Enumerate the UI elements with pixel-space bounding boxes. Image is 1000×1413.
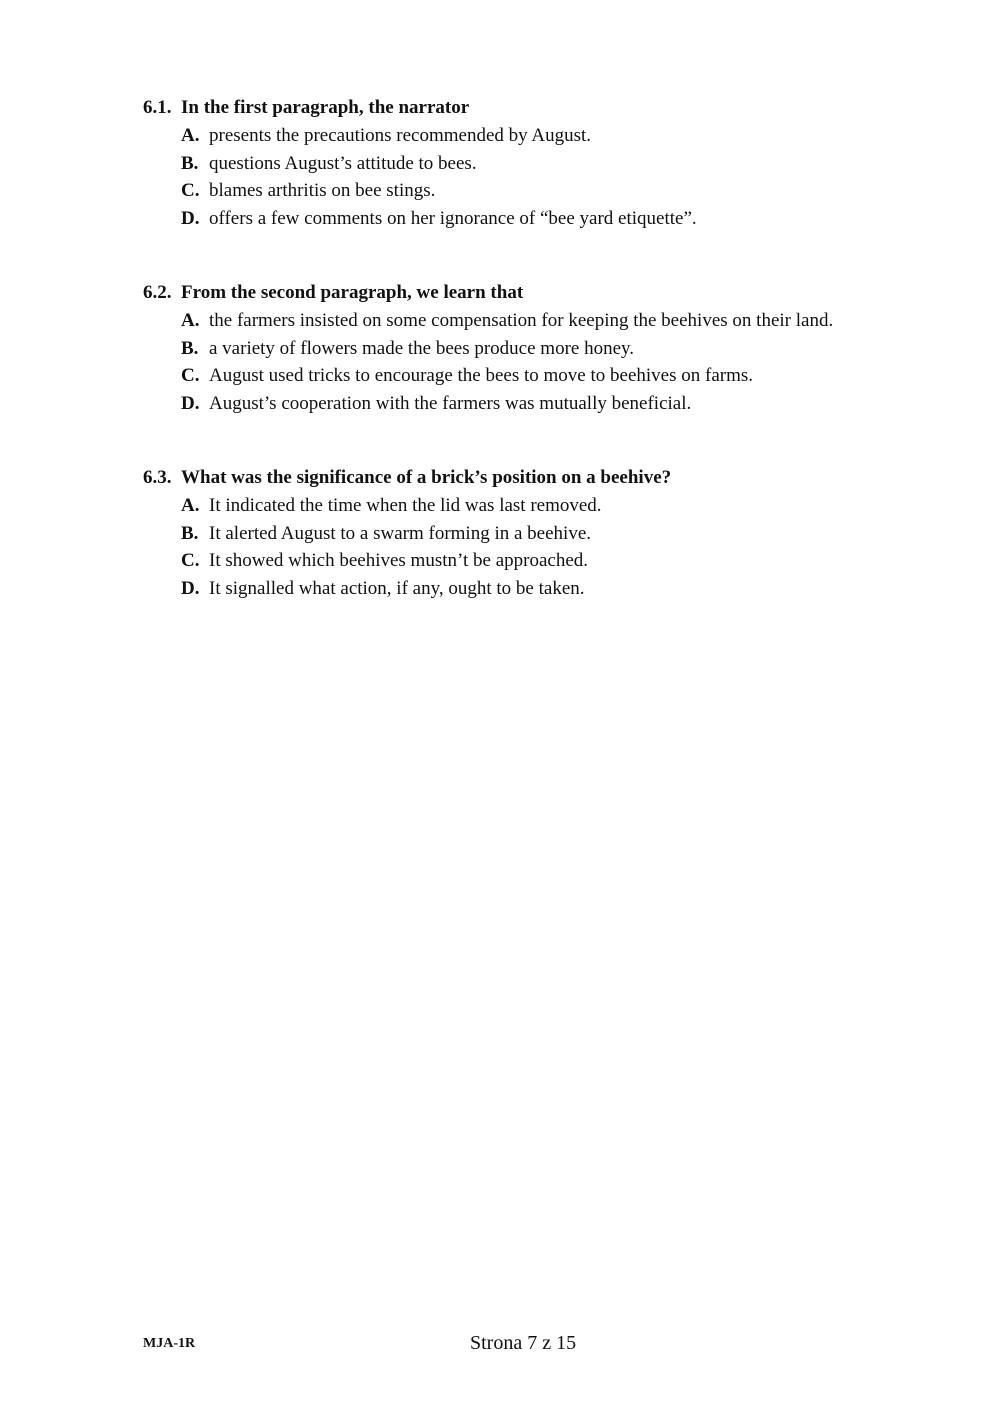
option-letter: D. bbox=[181, 208, 200, 230]
question-prompt: What was the significance of a brick’s position on a beehive? bbox=[181, 467, 672, 488]
question-number: 6.2. bbox=[143, 282, 172, 303]
option-letter: B. bbox=[181, 152, 199, 174]
option-text: blames arthritis on bee stings. bbox=[209, 180, 436, 202]
option-letter: C. bbox=[181, 180, 200, 202]
question-6-1 bbox=[143, 94, 943, 233]
answer-option bbox=[143, 547, 943, 575]
answer-option bbox=[143, 150, 943, 178]
answer-option bbox=[143, 362, 943, 390]
question-prompt: In the first paragraph, the narrator bbox=[181, 97, 470, 118]
answer-option bbox=[143, 390, 943, 418]
option-letter: A. bbox=[181, 125, 200, 146]
option-text: a variety of flowers made the bees produce more honey. bbox=[209, 337, 635, 359]
question-6-3 bbox=[143, 464, 943, 603]
option-text: It showed which beehives mustn’t be approached. bbox=[209, 550, 589, 572]
question-number: 6.3. bbox=[143, 467, 172, 488]
option-text: It indicated the time when the lid was last removed. bbox=[209, 495, 602, 516]
question-heading bbox=[143, 94, 943, 122]
option-letter: A. bbox=[181, 495, 200, 516]
answer-option bbox=[143, 492, 943, 520]
option-text: It alerted August to a swarm forming in a beehive. bbox=[209, 522, 592, 544]
option-text: August’s cooperation with the farmers was mutually beneficial. bbox=[209, 393, 692, 415]
answer-option bbox=[143, 307, 943, 335]
question-prompt: From the second paragraph, we learn that bbox=[181, 282, 524, 303]
option-text: questions August’s attitude to bees. bbox=[209, 152, 477, 174]
option-text: presents the precautions recommended by August. bbox=[209, 125, 592, 146]
question-heading bbox=[143, 279, 943, 307]
option-letter: B. bbox=[181, 337, 199, 359]
page-number: Strona 7 z 15 bbox=[470, 1332, 577, 1354]
option-letter: A. bbox=[181, 310, 200, 331]
answer-option bbox=[143, 575, 943, 603]
answer-option bbox=[143, 205, 943, 233]
option-letter: C. bbox=[181, 365, 200, 387]
option-letter: B. bbox=[181, 522, 199, 544]
answer-option bbox=[143, 520, 943, 548]
option-letter: D. bbox=[181, 393, 200, 415]
option-letter: C. bbox=[181, 550, 200, 572]
option-letter: D. bbox=[181, 578, 200, 600]
option-text: August used tricks to encourage the bees to move to beehives on farms. bbox=[209, 365, 753, 387]
question-heading bbox=[143, 464, 943, 492]
exam-code: MJA-1R bbox=[143, 1336, 196, 1351]
answer-option bbox=[143, 177, 943, 205]
answer-option bbox=[143, 335, 943, 363]
answer-option bbox=[143, 122, 943, 150]
option-text: offers a few comments on her ignorance of “bee yard etiquette”. bbox=[209, 208, 697, 230]
option-text: It signalled what action, if any, ought to be taken. bbox=[209, 578, 585, 600]
question-6-2 bbox=[143, 279, 943, 418]
option-text: the farmers insisted on some compensation for keeping the beehives on their land. bbox=[209, 310, 834, 331]
question-number: 6.1. bbox=[143, 97, 172, 118]
